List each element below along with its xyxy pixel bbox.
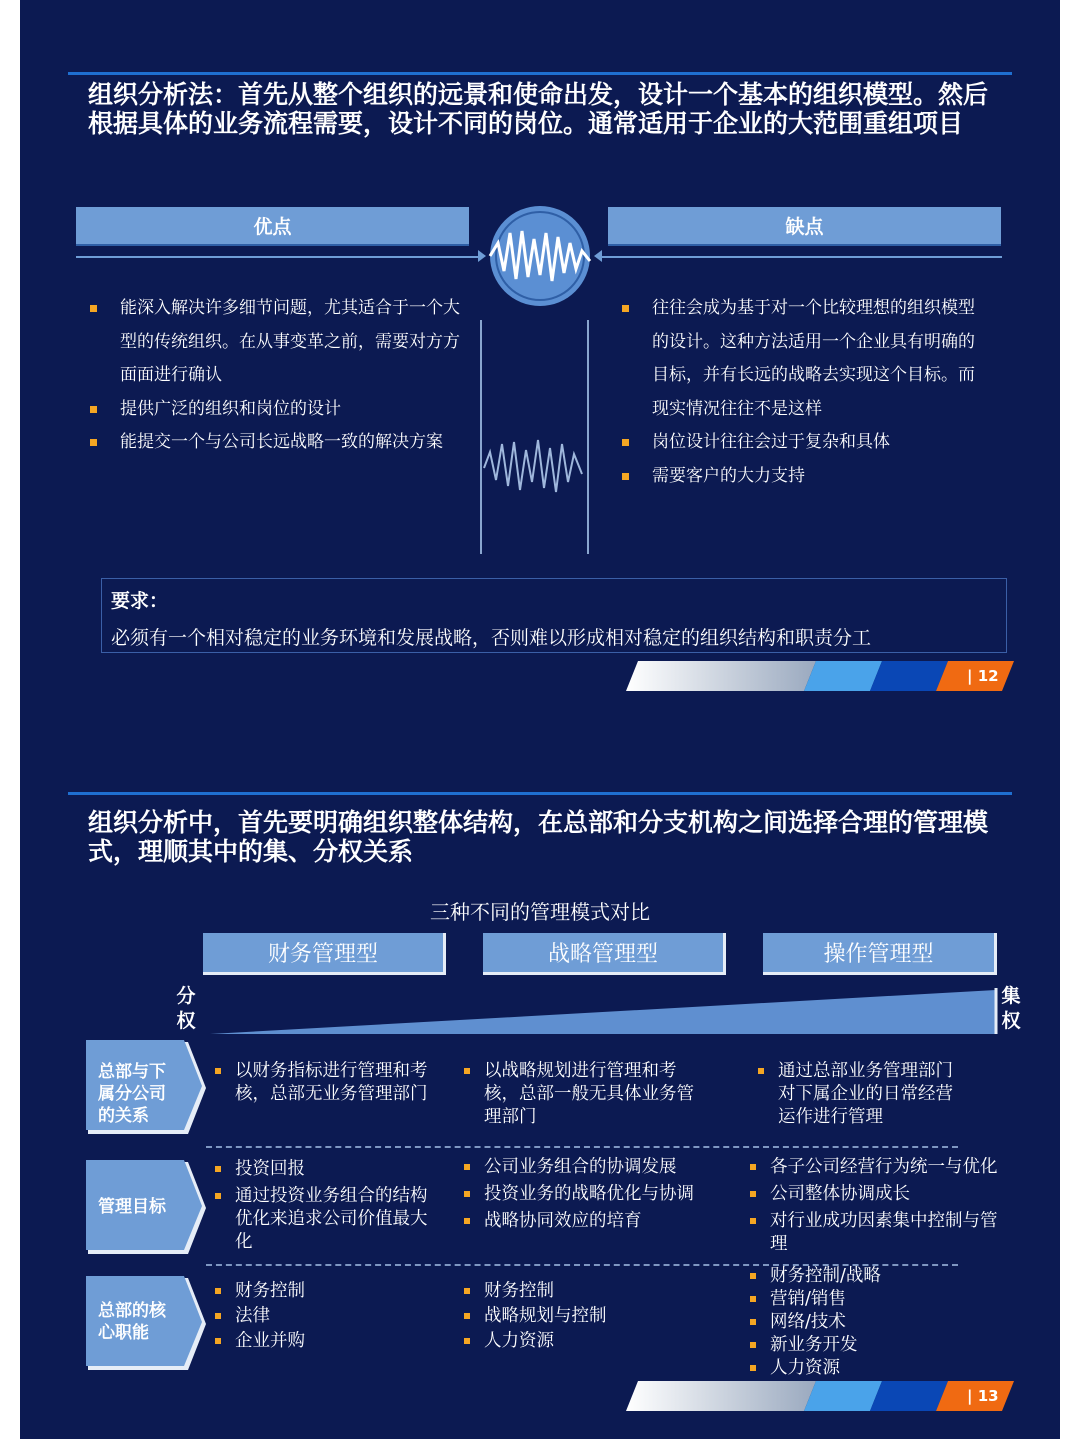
cell-item: 企业并购 <box>213 1330 441 1353</box>
cons-item: 岗位设计往往会过于复杂和具体 <box>620 426 990 460</box>
slide12-heading: 组织分析法：首先从整个组织的远景和使命出发，设计一个基本的组织模型。然后根据具体的业务流程需要，设计不同的岗位。通常适用于企业的大范围重组项目 <box>88 80 989 138</box>
row-label-goals: 管理目标 <box>86 1160 206 1250</box>
cell-goals-operational <box>748 1156 1010 1256</box>
cell-item: 公司业务组合的协调发展 <box>462 1156 707 1179</box>
cell-item: 财务控制/战略 <box>748 1265 1010 1288</box>
requirement-box <box>101 578 1007 653</box>
row-divider <box>206 1146 958 1148</box>
cell-item: 对行业成功因素集中控制与管理 <box>748 1210 1010 1256</box>
decentralized-label: 分权 <box>176 985 196 1032</box>
cell-item: 新业务开发 <box>748 1334 1010 1357</box>
cell-relationship-strategic <box>462 1060 707 1129</box>
cell-item: 战略规划与控制 <box>462 1305 707 1328</box>
page-strip-12 <box>626 661 1014 691</box>
cell-item: 人力资源 <box>748 1357 1010 1380</box>
cell-core-operational <box>748 1265 1010 1380</box>
cell-item: 人力资源 <box>462 1330 707 1353</box>
cell-relationship-financial <box>213 1060 441 1106</box>
cell-relationship-operational <box>756 1060 962 1129</box>
mode-operational: 操作管理型 <box>763 933 997 975</box>
cell-item: 投资业务的战略优化与协调 <box>462 1183 707 1206</box>
cell-item: 投资回报 <box>213 1158 441 1181</box>
pros-arrow-line <box>76 256 481 258</box>
cons-arrow-line <box>598 256 1002 258</box>
row-label-relationship: 总部与下 属分公司 的关系 <box>86 1040 206 1130</box>
centralization-wedge <box>210 988 998 1036</box>
cell-goals-strategic <box>462 1156 707 1233</box>
cell-goals-financial <box>213 1158 441 1254</box>
cons-item: 需要客户的大力支持 <box>620 460 990 494</box>
requirement-text: 必须有一个相对稳定的业务环境和发展战略，否则难以形成相对稳定的组织结构和职责分工 <box>111 627 872 649</box>
page-number-12: | 12 <box>967 667 999 685</box>
cell-item: 网络/技术 <box>748 1311 1010 1334</box>
cell-item: 各子公司经营行为统一与优化 <box>748 1156 1010 1179</box>
cell-item: 财务控制 <box>462 1280 707 1303</box>
cons-item: 往往会成为基于对一个比较理想的组织模型的设计。这种方法适用一个企业具有明确的目标，并有长远的战略去实现这个目标。而现实情况往往不是这样 <box>620 292 990 426</box>
cons-header: 缺点 <box>608 207 1001 246</box>
page-strip-13 <box>626 1381 1014 1411</box>
slide13-heading: 组织分析中，首先要明确组织整体结构，在总部和分支机构之间选择合理的管理模式，理顺其中的集、分权关系 <box>88 808 989 866</box>
cell-item: 战略协同效应的培育 <box>462 1210 707 1233</box>
page-number-13: | 13 <box>967 1387 999 1405</box>
pros-list <box>88 292 460 460</box>
top-rule <box>68 72 1012 75</box>
cell-item: 通过投资业务组合的结构优化来追求公司价值最大化 <box>213 1185 441 1254</box>
cell-item: 财务控制 <box>213 1280 441 1303</box>
pros-header: 优点 <box>76 207 469 246</box>
section-rule <box>68 792 1012 795</box>
row-label-core-functions: 总部的核 心职能 <box>86 1276 206 1366</box>
waveform-circle-icon <box>470 203 610 307</box>
cell-item: 营销/销售 <box>748 1288 1010 1311</box>
pros-item: 提供广泛的组织和岗位的设计 <box>88 393 460 427</box>
cell-core-financial <box>213 1280 441 1353</box>
cons-list <box>620 292 990 494</box>
cell-item: 以财务指标进行管理和考核，总部无业务管理部门 <box>213 1060 441 1106</box>
cell-item: 法律 <box>213 1305 441 1328</box>
cell-item: 以战略规划进行管理和考核，总部一般无具体业务管理部门 <box>462 1060 707 1129</box>
document-page <box>20 0 1060 1439</box>
waveform-icon <box>482 430 586 500</box>
pros-item: 能提交一个与公司长远战略一致的解决方案 <box>88 426 460 460</box>
cell-item: 公司整体协调成长 <box>748 1183 1010 1206</box>
comparison-subtitle: 三种不同的管理模式对比 <box>430 900 650 924</box>
pros-item: 能深入解决许多细节问题，尤其适合于一个大型的传统组织。在从事变革之前，需要对方方面面进行确认 <box>88 292 460 393</box>
cell-item: 通过总部业务管理部门对下属企业的日常经营运作进行管理 <box>756 1060 962 1129</box>
mode-financial: 财务管理型 <box>203 933 446 975</box>
requirement-title: 要求： <box>111 590 169 612</box>
right-divider <box>587 320 589 554</box>
centralized-label: 集权 <box>1001 985 1021 1032</box>
mode-strategic: 战略管理型 <box>483 933 726 975</box>
cell-core-strategic <box>462 1280 707 1353</box>
